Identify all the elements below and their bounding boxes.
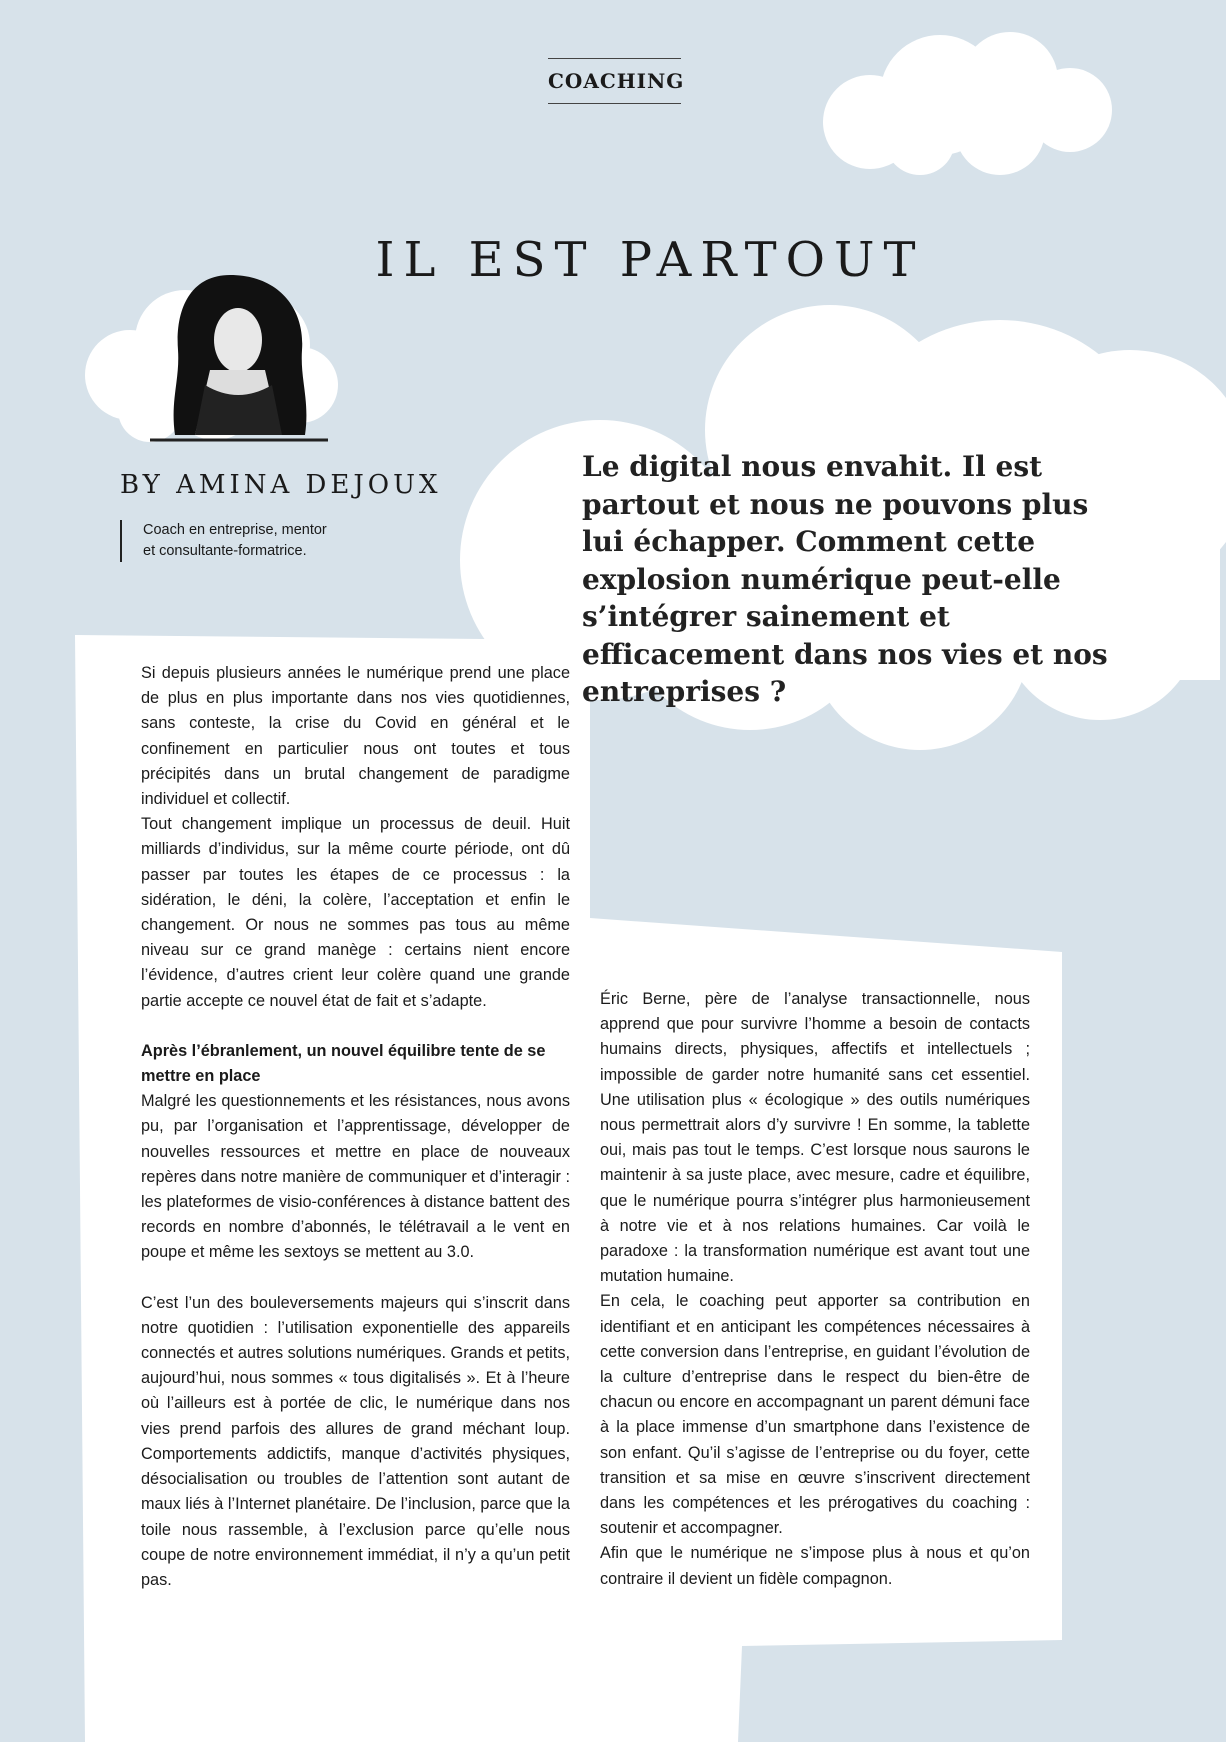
bio-line: et consultante-formatrice. <box>143 543 307 559</box>
paragraph: C’est l’un des bouleversements majeurs qui s’inscrit dans notre quotidien : l’utilisation exponentielle des appareils connectés et autres solutions numériques. Grands et petits, aujourd’hui, nous sommes « tous digitalisés ». Et à l’heure où l’ailleurs est à portée de clic, le numérique dans nos vies prend parfois des allures de grand méchant loup. Comportements addictifs, manque d’activités physiques, désocialisation ou troubles de l’attention sont autant de maux liés à l’Internet planétaire. De l’inclusion, parce que la toile nous rassemble, à l’exclusion parce qu’elle nous coupe de notre environnement immédiat, il n’y a qu’un petit pas. <box>141 1293 570 1589</box>
paragraph: Si depuis plusieurs années le numérique prend une place de plus en plus importante dans nos vies quotidiennes, sans conteste, la crise du Covid en général et le confinement en particulier nous ont toutes et tous précipités dans un brutal changement de paradigme individuel et collectif. <box>141 664 570 809</box>
paragraph: Éric Berne, père de l’analyse transactionnelle, nous apprend que pour survivre l’homme a besoin de contacts humains directs, physiques, affectifs et intellectuels ; impossible de garder notre humanité sans cet essentiel. Une utilisation plus « écologique » des outils numériques nous permettrait alors d’y survivre ! En somme, la tablette oui, mais pas tout le temps. C’est lorsque nous saurons le maintenir à sa juste place, avec mesure, cadre et équilibre, que le numérique pourra s’intégrer plus harmonieusement à notre vie et à nos relations humaines. Car voilà le paradoxe : la transformation numérique est avant tout une mutation humaine. <box>600 990 1030 1286</box>
article-title: IL EST PARTOUT <box>375 232 925 288</box>
author-bio <box>120 520 327 562</box>
author-photo <box>150 270 340 450</box>
lead-paragraph: Le digital nous envahit. Il est partout et nous ne pouvons plus lui échapper. Comment cette explosion numérique peut-elle s’intégrer sainement et efficacement dans nos vies et nos entreprises ? <box>582 450 1108 708</box>
paragraph: Afin que le numérique ne s’impose plus à nous et qu’on contraire il devient un fidèle compagnon. <box>600 1544 1030 1588</box>
paragraph: Tout changement implique un processus de deuil. Huit milliards d’individus, sur la même courte période, ont dû passer par toutes les étapes de ce processus : la sidération, le déni, la colère, l’acceptation et enfin le changement. Or nous ne sommes pas tous au même niveau sur ce grand manège : certains nient encore l’évidence, d’autres crient leur colère quand une grande partie accepte ce nouvel état de fait et s’adapte. <box>141 815 570 1010</box>
paragraph: Malgré les questionnements et les résistances, nous avons pu, par l’organisation et l’apprentissage, développer de nouvelles ressources et mettre en place de nouveaux repères dans notre manière de communiquer et d’interagir : les plateformes de visio-conférences à distance battent des records en nombre d’abonnés, le télétravail a le vent en poupe et même les sextoys se mettent au 3.0. <box>141 1092 570 1262</box>
section-label: COACHING <box>548 58 681 104</box>
top-right-cloud <box>823 32 1112 175</box>
author-byline: BY AMINA DEJOUX <box>120 470 442 500</box>
subheading: Après l’ébranlement, un nouvel équilibre tente de se mettre en place <box>141 1041 546 1086</box>
left-column <box>141 661 570 1593</box>
bio-line: Coach en entreprise, mentor <box>143 522 327 538</box>
paragraph: En cela, le coaching peut apporter sa contribution en identifiant et en anticipant les compétences nécessaires à cette conversion dans l’entreprise, en guidant l’évolution de la culture d’entreprise dans le respect du bien-être de chacun ou encore en accompagnant un parent démuni face à la place immense d’un smartphone dans l’existence de son enfant. Qu’il s’agisse de l’entreprise ou du foyer, cette transition et sa mise en œuvre s’inscrivent directement dans les compétences et les prérogatives du coaching : soutenir et accompagner. <box>600 1292 1030 1538</box>
right-column <box>600 987 1030 1592</box>
